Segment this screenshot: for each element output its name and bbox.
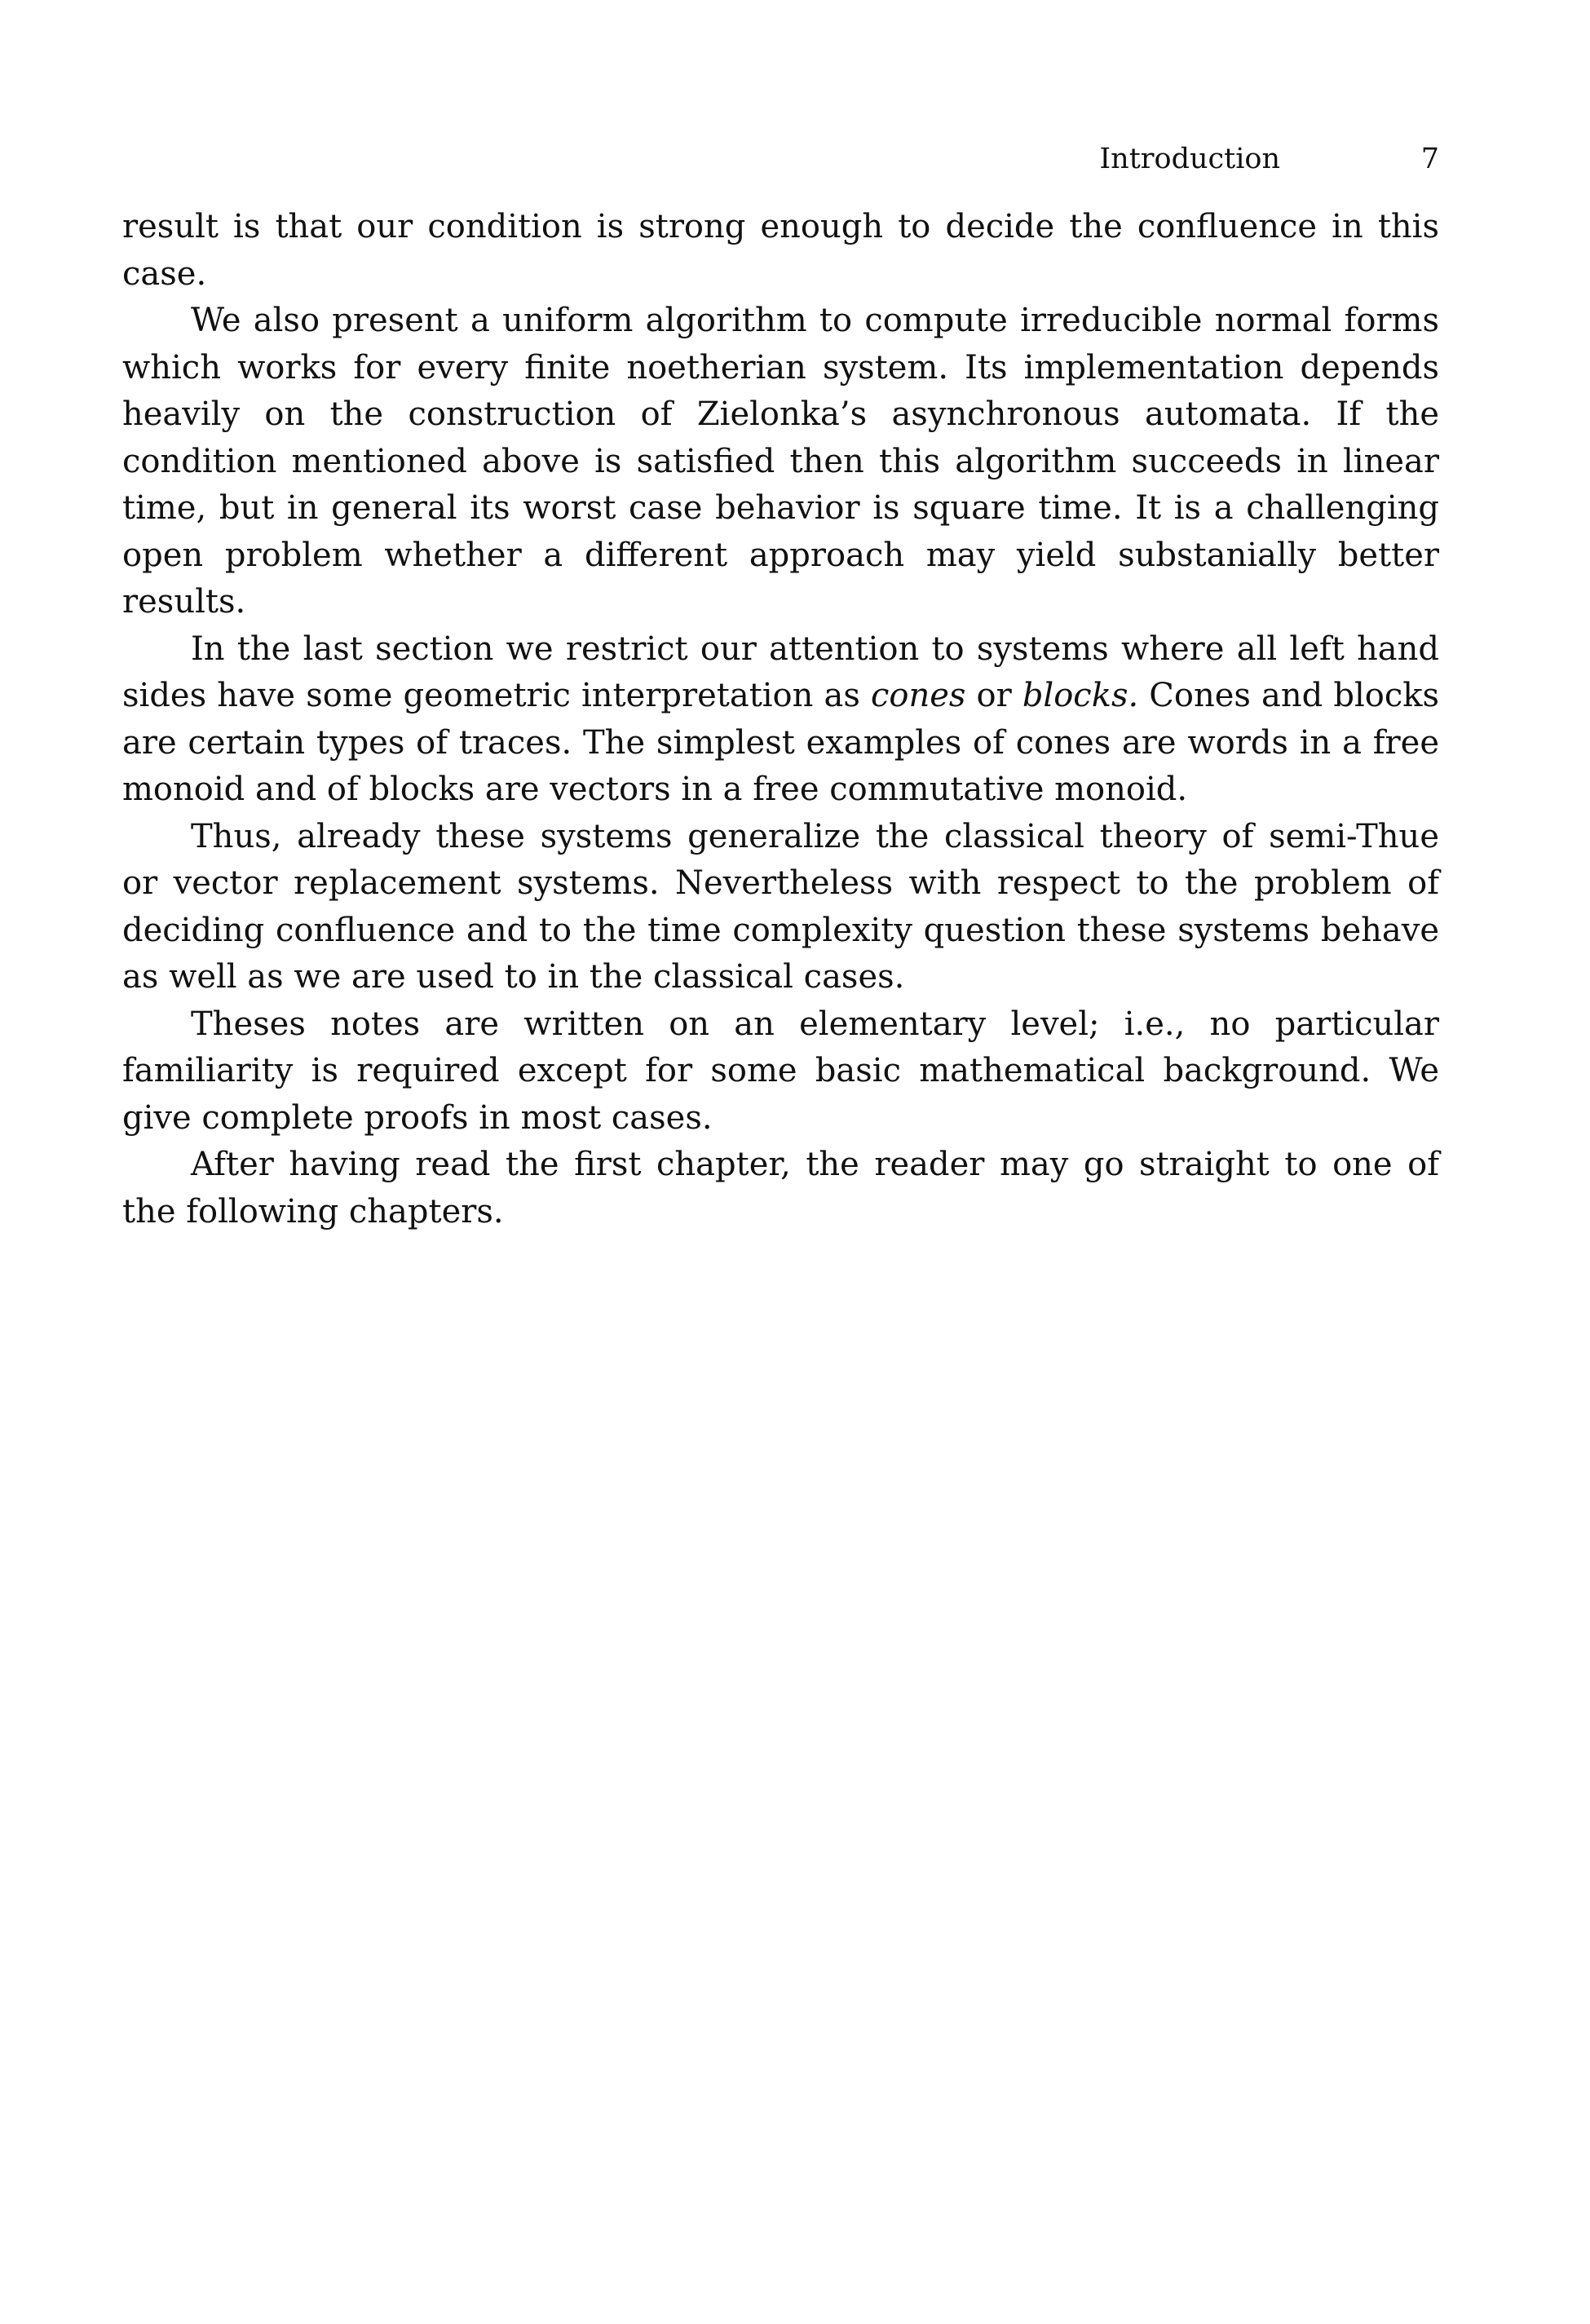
paragraph-reading-order (122, 1142, 1439, 1235)
paragraph-algorithm (122, 298, 1439, 626)
text-segment: We also present a uniform algorithm to compute irreducible normal forms which works for every finite noetherian system. Its implementation depends heavily on the construction of Zielonka’s asynchronous automata. If the condition mentioned above is satisfied then this algorithm succeeds in linear time, but in general its worst case behavior is square time. It is a challenging open problem whether a different approach may yield substanially better results. (122, 302, 1439, 621)
running-head (122, 139, 1439, 179)
running-title: Introduction (1099, 143, 1280, 175)
text-segment: After having read the first chapter, the reader may go straight to one of the following chapters. (122, 1146, 1439, 1230)
text-segment: or (965, 677, 1022, 714)
italic-term-blocks: blocks. (1022, 677, 1139, 714)
paragraph-classical-theory (122, 814, 1439, 1001)
page-number: 7 (1420, 143, 1439, 175)
italic-term-cones: cones (870, 677, 966, 714)
paragraph-continuation (122, 204, 1439, 298)
text-segment: result is that our condition is strong enough to decide the confluence in this case. (122, 208, 1439, 293)
paragraph-elementary-level (122, 1001, 1439, 1142)
text-segment: Theses notes are written on an elementary level; i.e., no particular familiarity is required except for some basic mathematical background. We give complete proofs in most cases. (122, 1005, 1439, 1137)
body-text (122, 204, 1439, 1235)
paragraph-cones-blocks (122, 626, 1439, 814)
text-segment: Cones and blocks are certain types of traces. The simplest examples of cones are words in a free monoid and of blocks are vectors in a free commutative monoid. (122, 677, 1440, 808)
text-segment: In the last section we restrict our attention to systems where all left hand sides have some geometric interpretation as (122, 630, 1439, 714)
text-segment: Thus, already these systems generalize the classical theory of semi-Thue or vector replacement systems. Nevertheless with respect to the problem of deciding confluence and to the time complexity question these systems behave as well as we are used to in the classical cases. (122, 817, 1439, 996)
